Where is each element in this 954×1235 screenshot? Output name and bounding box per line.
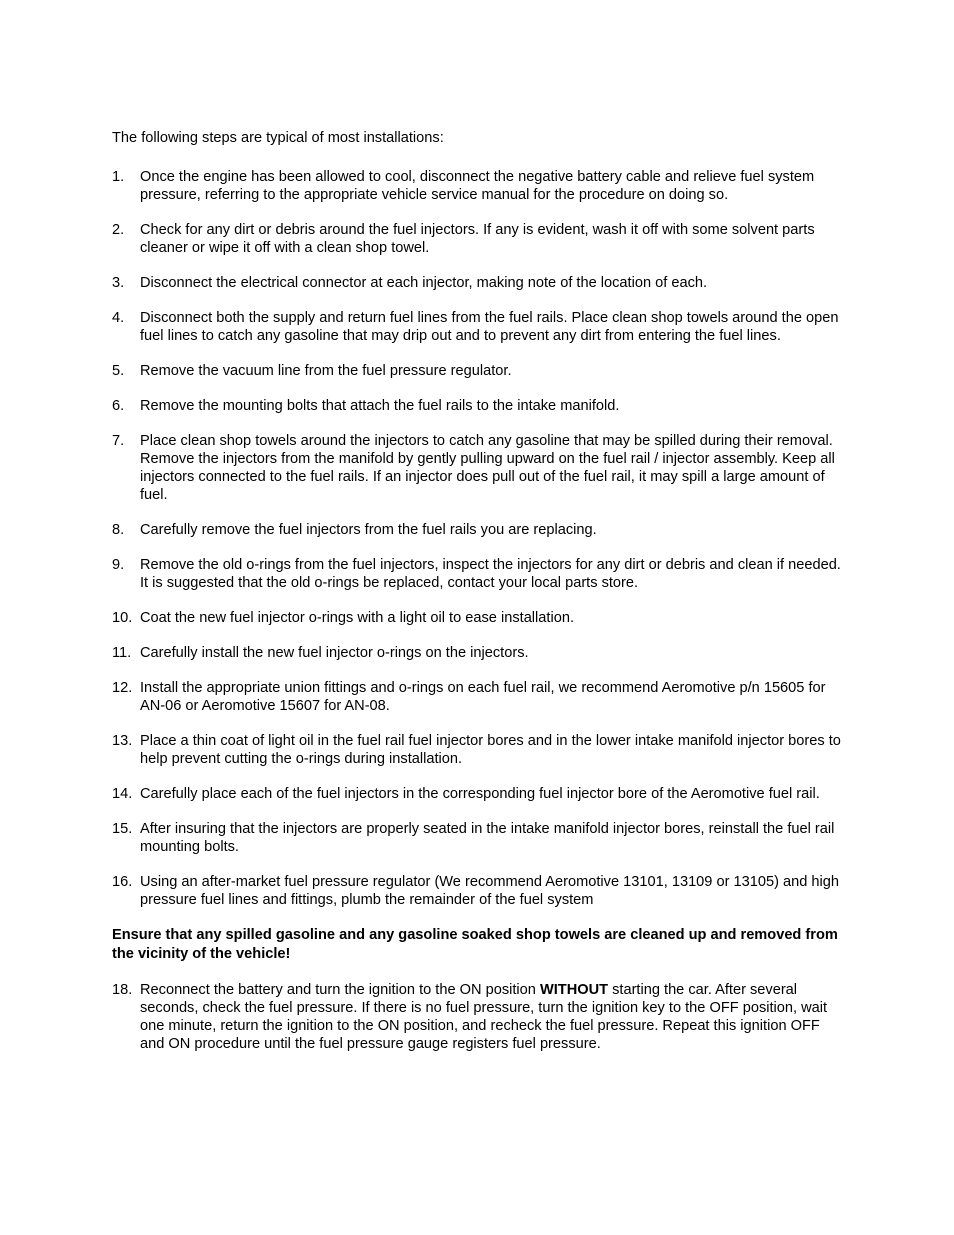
list-item-step-10 (112, 609, 844, 627)
step-number: 3. (112, 275, 125, 291)
step-text-part: starting the car. After several seconds, check the fuel pressure. If there is no fuel pressure, turn the ignition key to the OFF position, wait one minute, return the ignition to the ON position, and recheck the fuel pressure. Repeat this ignition OFF and ON procedure until the fuel pressure gauge registers fuel pressure. (140, 982, 828, 1052)
step-number: 5. (112, 363, 125, 379)
step-text: Remove the mounting bolts that attach the fuel rails to the intake manifold. (140, 398, 620, 414)
step-number: 9. (112, 557, 125, 573)
step-number: 11. (112, 645, 132, 661)
list-item-step-12 (112, 679, 844, 715)
step-number: 18. (112, 982, 133, 998)
list-item-step-7 (112, 432, 844, 504)
step-number: 7. (112, 433, 125, 449)
list-item-step-9 (112, 556, 844, 592)
step-text: Install the appropriate union fittings and o-rings on each fuel rail, we recommend Aeromotive p/n 15605 for AN-06 or Aeromotive 15607 for AN-08. (140, 680, 826, 714)
list-item-step-11 (112, 644, 844, 662)
list-item-step-15 (112, 820, 844, 856)
step-number: 14. (112, 786, 133, 802)
step-text: Using an after-market fuel pressure regulator (We recommend Aeromotive 13101, 13109 or 13105) and high pressure fuel lines and fittings, plumb the remainder of the fuel system (140, 874, 839, 908)
list-item-step-18 (112, 981, 844, 1053)
list-item-step-8 (112, 521, 844, 539)
step-text: Carefully place each of the fuel injectors in the corresponding fuel injector bore of the Aeromotive fuel rail. (140, 786, 820, 802)
step-text: Once the engine has been allowed to cool, disconnect the negative battery cable and relieve fuel system pressure, referring to the appropriate vehicle service manual for the procedure on doing so. (140, 169, 815, 203)
step-number: 1. (112, 169, 125, 185)
step-number: 12. (112, 680, 133, 696)
step-number: 15. (112, 821, 133, 837)
step-text: Carefully remove the fuel injectors from the fuel rails you are replacing. (140, 522, 597, 538)
intro-paragraph: The following steps are typical of most installations: (112, 130, 444, 146)
list-item-step-13 (112, 732, 844, 768)
step-text: Place clean shop towels around the injectors to catch any gasoline that may be spilled during their removal. Remove the injectors from the manifold by gently pulling upward on the fuel rail / injector assembly. Keep all injectors connected to the fuel rails. If an injector does pull out of the fuel rail, it may spill a large amount of fuel. (140, 433, 835, 503)
step-text: After insuring that the injectors are properly seated in the intake manifold injector bores, reinstall the fuel rail mounting bolts. (140, 821, 835, 855)
step-text: Disconnect the electrical connector at each injector, making note of the location of each. (140, 275, 708, 291)
list-item-step-4 (112, 309, 844, 345)
document-page (112, 129, 844, 1070)
step-number: 8. (112, 522, 125, 538)
steps-list (112, 168, 844, 909)
list-item-step-14 (112, 785, 844, 803)
step-number: 2. (112, 222, 125, 238)
safety-warning: Ensure that any spilled gasoline and any gasoline soaked shop towels are cleaned up and removed from the vicinity of the vehicle! (112, 927, 838, 962)
list-item-step-6 (112, 397, 844, 415)
list-item-step-5 (112, 362, 844, 380)
step-text: Disconnect both the supply and return fuel lines from the fuel rails. Place clean shop towels around the open fuel lines to catch any gasoline that may drip out and to prevent any dirt from entering the fuel lines. (140, 310, 839, 344)
step-text: Coat the new fuel injector o-rings with a light oil to ease installation. (140, 610, 574, 626)
step-number: 10. (112, 610, 133, 626)
step-text: Remove the old o-rings from the fuel injectors, inspect the injectors for any dirt or debris and clean if needed. It is suggested that the old o-rings be replaced, contact your local parts store. (140, 557, 841, 591)
list-item-step-16 (112, 873, 844, 909)
step-number: 16. (112, 874, 133, 890)
step-text: Remove the vacuum line from the fuel pressure regulator. (140, 363, 512, 379)
emphasis-without: WITHOUT (539, 982, 609, 998)
step-number: 6. (112, 398, 125, 414)
list-item-step-3 (112, 274, 844, 292)
step-text: Check for any dirt or debris around the fuel injectors. If any is evident, wash it off with some solvent parts cleaner or wipe it off with a clean shop towel. (140, 222, 815, 256)
list-item-step-2 (112, 221, 844, 257)
step-text-part: Reconnect the battery and turn the ignition to the ON position (140, 982, 540, 998)
step-text: Carefully install the new fuel injector o-rings on the injectors. (140, 645, 529, 661)
step-number: 13. (112, 733, 133, 749)
list-item-step-1 (112, 168, 844, 204)
step-text: Place a thin coat of light oil in the fuel rail fuel injector bores and in the lower intake manifold injector bores to help prevent cutting the o-rings during installation. (140, 733, 841, 767)
step-number: 4. (112, 310, 125, 326)
step-text (140, 981, 844, 1053)
